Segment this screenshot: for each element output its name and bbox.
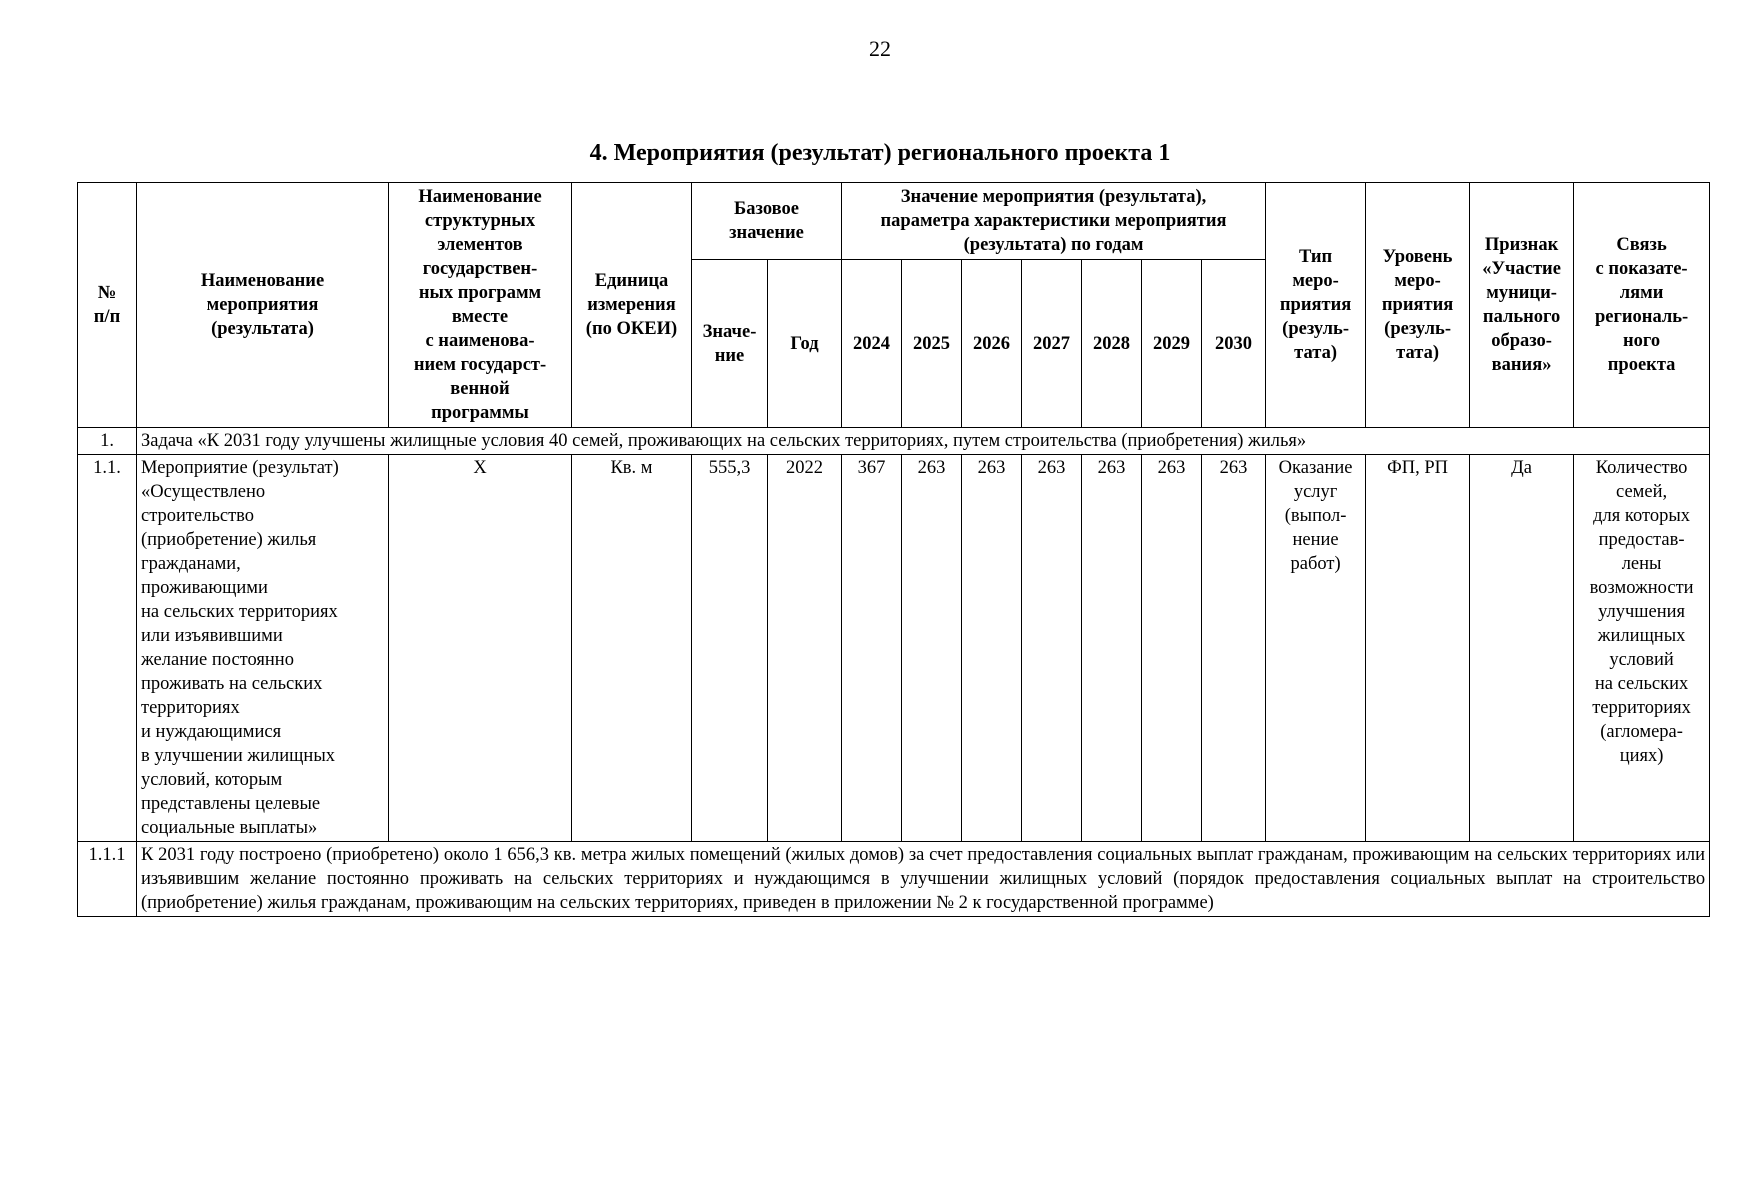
header-municipal: Признак «Участие муници- пального образо- вания» xyxy=(1470,183,1574,428)
header-level: Уровень меро- приятия (резуль- тата) xyxy=(1366,183,1470,428)
event-structural: X xyxy=(389,455,572,842)
event-type: Оказание услуг (выпол- нение работ) xyxy=(1266,455,1366,842)
event-base-value: 555,3 xyxy=(692,455,768,842)
header-unit: Единица измерения (по ОКЕИ) xyxy=(572,183,692,428)
header-structural: Наименование структурных элементов государствен- ных программ вместе с наименова- нием государст- венной программы xyxy=(389,183,572,428)
header-base-group: Базовое значение xyxy=(692,183,842,260)
event-unit: Кв. м xyxy=(572,455,692,842)
header-values-group: Значение мероприятия (результата), параметра характеристики мероприятия (результата) по годам xyxy=(842,183,1266,260)
event-value-2024: 367 xyxy=(842,455,902,842)
event-value-2030: 263 xyxy=(1202,455,1266,842)
page-number: 22 xyxy=(869,36,891,61)
note-text: К 2031 году построено (приобретено) около 1 656,3 кв. метра жилых помещений (жилых домов) за счет предоставления социальных выплат гражданам, проживающим на сельских территориях или изъявившим желание постоянно проживать на сельских территориях и нуждающимся в улучшении жилищных условий (порядок предоставления социальных выплат на строительство (приобретение) жилья гражданам, проживающим на сельских территориях, приведен в приложении № 2 к государственной программе) xyxy=(137,842,1710,917)
header-year-2026: 2026 xyxy=(962,260,1022,428)
event-value-2029: 263 xyxy=(1142,455,1202,842)
event-base-year: 2022 xyxy=(768,455,842,842)
event-link: Количество семей, для которых предостав- лены возможности улучшения жилищных условий на сельских территориях (агломера- циях) xyxy=(1574,455,1710,842)
event-municipal: Да xyxy=(1470,455,1574,842)
header-row-1 xyxy=(78,183,1710,260)
header-year-2028: 2028 xyxy=(1082,260,1142,428)
header-type: Тип меро- приятия (резуль- тата) xyxy=(1266,183,1366,428)
events-table xyxy=(77,182,1710,917)
header-link: Связь с показате- лями региональ- ного проекта xyxy=(1574,183,1710,428)
event-value-2025: 263 xyxy=(902,455,962,842)
event-row xyxy=(78,455,1710,842)
header-year-2024: 2024 xyxy=(842,260,902,428)
header-num: № п/п xyxy=(78,183,137,428)
header-base-year: Год xyxy=(768,260,842,428)
header-year-2027: 2027 xyxy=(1022,260,1082,428)
header-year-2029: 2029 xyxy=(1142,260,1202,428)
task-num: 1. xyxy=(78,428,137,455)
event-value-2028: 263 xyxy=(1082,455,1142,842)
task-row xyxy=(78,428,1710,455)
section-title: 4. Мероприятия (результат) регионального проекта 1 xyxy=(589,140,1171,166)
task-text: Задача «К 2031 году улучшены жилищные условия 40 семей, проживающих на сельских территориях, путем строительства (приобретения) жилья» xyxy=(137,428,1710,455)
header-year-2030: 2030 xyxy=(1202,260,1266,428)
note-row xyxy=(78,842,1710,917)
event-level: ФП, РП xyxy=(1366,455,1470,842)
header-base-value: Значе- ние xyxy=(692,260,768,428)
header-year-2025: 2025 xyxy=(902,260,962,428)
event-name: Мероприятие (результат) «Осуществлено строительство (приобретение) жилья гражданами, проживающими на сельских территориях или изъявившими желание постоянно проживать на сельских территориях и нуждающимися в улучшении жилищных условий, которым представлены целевые социальные выплаты» xyxy=(137,455,389,842)
note-num: 1.1.1 xyxy=(78,842,137,917)
event-num: 1.1. xyxy=(78,455,137,842)
event-value-2027: 263 xyxy=(1022,455,1082,842)
event-value-2026: 263 xyxy=(962,455,1022,842)
header-name: Наименование мероприятия (результата) xyxy=(137,183,389,428)
